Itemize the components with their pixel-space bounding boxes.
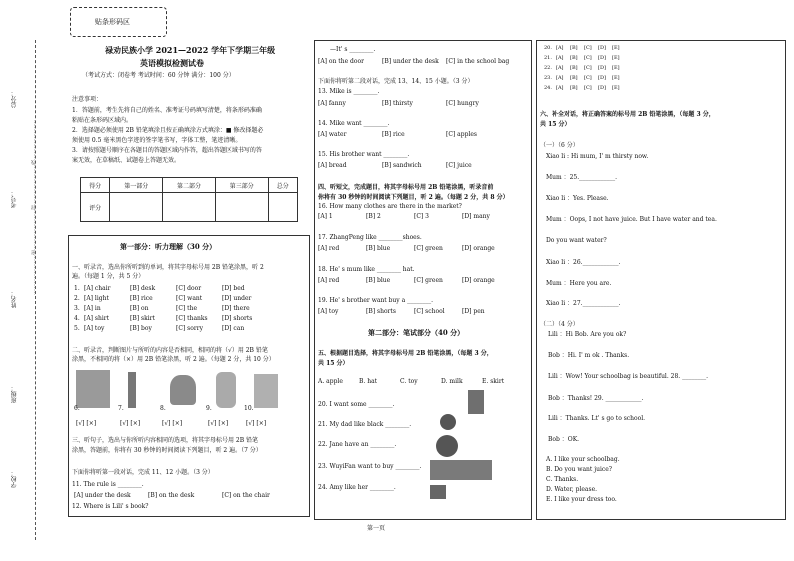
question-number: 2. [74, 295, 80, 302]
answer-option[interactable]: [C] want [176, 295, 203, 302]
dialog-line: Bob ：Thanks! 29. ____________. [548, 395, 644, 402]
exam-subtitle: 英语模拟检测试卷 [140, 58, 204, 68]
answer-option[interactable]: [B] 2 [366, 213, 381, 220]
exam-meta: （考试方式：闭卷考 考试时间：60 分钟 满分：100 分） [82, 72, 235, 79]
bubble-row [544, 75, 626, 81]
question-22: 22. Jane have an ________. [318, 441, 397, 448]
option-row [318, 277, 510, 284]
barcode-label: 贴条形码区 [95, 18, 130, 26]
answer-bubble[interactable]: [A] [556, 75, 564, 81]
sec6-title: 六、补全对话，将正确答案的标号用 2B 铅笔涂黑，（每题 3 分， [540, 111, 715, 118]
answer-option[interactable]: [C] sorry [176, 325, 203, 332]
sec2-title: 二、听录音，判断图片与所听的内容是否相同，相同的将（√）用 2B 铅笔 [72, 347, 268, 354]
question-row [74, 314, 268, 324]
question-number: 24. [544, 85, 552, 91]
answer-option[interactable]: [A] 1 [318, 213, 333, 220]
answer-option[interactable]: [D] orange [462, 277, 495, 284]
question-17: 17. ZhangPeng like ________shoes. [318, 234, 422, 241]
answer-option[interactable]: [B] rice [130, 295, 153, 302]
label-class: 班级： [11, 385, 18, 403]
question-number: 23. [544, 75, 552, 81]
answer-bubble[interactable]: [B] [570, 45, 578, 51]
dialog-line: Lili ：Hi Bob. Are you ok? [548, 331, 627, 338]
dialog-line: Do you want water? [546, 237, 607, 244]
q12-line: —It' s ________. [330, 46, 376, 53]
bubble-row [544, 45, 626, 51]
answer-option[interactable]: [D] pen [462, 308, 485, 315]
option-row [318, 245, 510, 252]
label-score: 总分： [11, 90, 18, 108]
dialog2-heading: （二）（4 分） [540, 321, 579, 328]
question-number: 1. [74, 285, 80, 292]
question-20: 20. I want some ________. [318, 401, 395, 408]
answer-bubble[interactable]: [D] [598, 65, 606, 71]
dialog-line: Xiao li ：27.____________. [546, 300, 621, 307]
exam-title: 禄劝民族小学 2021—2022 学年下学期三年级 [105, 45, 276, 55]
question-19: 19. He' s brother want buy a ________. [318, 297, 433, 304]
score-cell[interactable] [215, 193, 268, 222]
answer-option[interactable]: [D] bed [222, 285, 245, 292]
answer-bubble[interactable]: [C] [584, 85, 592, 91]
part1-title: 第一部分：听力理解（30 分） [120, 242, 217, 251]
answer-option[interactable]: [B] blue [366, 245, 391, 252]
sec5-title: 五、根据题目选择，将其字母标号用 2B 铅笔涂黑，（每题 3 分， [318, 350, 493, 357]
answer-bubble[interactable]: [B] [570, 85, 578, 91]
answer-bubble[interactable]: [A] [556, 85, 564, 91]
answer-option[interactable]: [C] hungry [446, 100, 479, 107]
sec4-title-2: 你将有 30 秒钟的时间阅读下列题目，听 2 遍。（每题 2 分，共 8 分） [318, 194, 509, 201]
sec1-title-2: 遍。（每题 1 分，共 5 分） [72, 273, 145, 280]
notes-list [72, 106, 263, 166]
note-line: 须使用 0.5 毫米黑色字迹的签字笔书写，字体工整，笔迹清晰。 [72, 137, 242, 144]
dialog-line: Xiao li ：26.____________. [546, 259, 621, 266]
answer-option[interactable]: [C] 3 [414, 213, 429, 220]
answer-bubble[interactable]: [C] [584, 45, 592, 51]
sec1-rows [74, 284, 268, 334]
answer-choice: A. I like your schoolbag. [546, 456, 620, 463]
picture-10 [254, 374, 278, 408]
answer-bubble[interactable]: [E] [612, 45, 620, 51]
note-line: 2．选择题必须使用 2B 铅笔填涂且按正确填涂方式填涂：■ 修改择题必 [72, 127, 264, 134]
dialog-line: Lili ：Thanks. Lt' s go to school. [548, 415, 646, 422]
answer-bubble[interactable]: [D] [598, 55, 606, 61]
answer-option[interactable]: [A] red [318, 245, 340, 252]
answer-bubble[interactable]: [A] [556, 65, 564, 71]
question-row [74, 284, 268, 294]
question-14: 14. Mike want ________. [318, 120, 390, 127]
picture-20 [468, 390, 484, 414]
question-row [74, 294, 268, 304]
answer-option[interactable]: [B] on [130, 305, 149, 312]
picture-number: 10. [244, 405, 254, 412]
dialog-line: Mum ：Oops, I not have juice. But I have water and tea. [546, 216, 717, 223]
option-row [318, 162, 510, 169]
judge-option[interactable]: [√] [×] [208, 420, 229, 427]
answer-bubble[interactable]: [D] [598, 75, 606, 81]
answer-choice: E. I like your dress too. [546, 496, 617, 503]
picture-24 [430, 485, 446, 499]
picture-21 [440, 414, 456, 430]
answer-option[interactable]: [B] blue [366, 277, 391, 284]
dialog-line: Mum ：25.____________. [546, 174, 618, 181]
answer-option[interactable]: [B] under the desk [382, 58, 439, 65]
answer-bubble[interactable]: [A] [556, 55, 564, 61]
option-row [318, 308, 510, 315]
bubble-row [544, 85, 626, 91]
answer-bubble[interactable]: [D] [598, 85, 606, 91]
picture-8 [170, 375, 196, 405]
judge-option[interactable]: [√] [×] [162, 420, 183, 427]
answer-option[interactable]: [C] thanks [176, 315, 208, 322]
answer-option[interactable]: [B] desk [130, 285, 156, 292]
dialog1-heading: （一）（6 分） [540, 142, 579, 149]
answer-option[interactable]: [D] orange [462, 245, 495, 252]
note-line: 案无效，在草稿纸、试题卷上答题无效。 [72, 157, 181, 164]
judge-option[interactable]: [√] [×] [76, 420, 97, 427]
answer-choice: C. Thanks. [546, 476, 579, 483]
question-21: 21. My dad like black ________. [318, 421, 412, 428]
answer-option[interactable]: [C] on the chair [222, 492, 270, 499]
page-footer: 第一页 [367, 525, 386, 532]
answer-option[interactable]: [A] chair [84, 285, 111, 292]
answer-option[interactable]: [C] juice [446, 162, 472, 169]
word-choice: E. skirt [482, 378, 505, 385]
answer-option[interactable]: [B] boy [130, 325, 152, 332]
score-cell[interactable] [163, 193, 216, 222]
judge-option[interactable]: [√] [×] [120, 420, 141, 427]
answer-option[interactable]: [A] on the door [318, 58, 364, 65]
answer-option[interactable]: [D] shorts [222, 315, 253, 322]
answer-bubble[interactable]: [D] [598, 45, 606, 51]
answer-option[interactable]: [D] many [462, 213, 490, 220]
sec2-title-2: 涂黑，不相同的将（×）用 2B 铅笔涂黑，听 2 遍。（每题 2 分，共 10 分） [72, 356, 275, 363]
score-cell[interactable] [110, 193, 163, 222]
sec3-title-2: 涂黑，答题前，你将有 30 秒钟的时间阅读下列题目，听 2 遍。（7 分） [72, 447, 262, 454]
question-number: 20. [544, 45, 552, 51]
score-cell[interactable] [268, 193, 297, 222]
question-number: 5. [74, 325, 80, 332]
label-exam-no: 考号： [11, 190, 18, 208]
answer-option[interactable]: [C] in the school bag [446, 58, 510, 65]
score-row-label: 评分 [81, 193, 110, 222]
answer-bubble[interactable]: [A] [556, 45, 564, 51]
sub2-title: 下面你将听第二段对话，完成 13、14、15 小题。（3 分） [318, 78, 474, 85]
part2-title: 第二部分：笔试部分（40 分） [368, 328, 465, 337]
answer-option[interactable]: [D] can [222, 325, 245, 332]
question-number: 3. [74, 305, 80, 312]
answer-choice: D. Water, please. [546, 486, 598, 493]
picture-number: 9. [206, 405, 212, 412]
answer-bubble[interactable]: [E] [612, 75, 620, 81]
option-row [318, 213, 510, 220]
answer-bubble[interactable]: [B] [570, 75, 578, 81]
question-row [74, 304, 268, 314]
question-11: 11. The rule is ________. [72, 481, 144, 488]
question-15: 15. His brother want ________. [318, 151, 410, 158]
label-name: 姓名： [11, 290, 18, 308]
answer-option[interactable]: [B] shorts [366, 308, 396, 315]
answer-option[interactable]: [C] the [176, 305, 198, 312]
dialog-line: Mum ：Here you are. [546, 280, 612, 287]
word-choice: D. milk [441, 378, 463, 385]
barcode-area [70, 7, 167, 37]
notes-heading: 注意事项： [72, 96, 103, 103]
picture-number: 6. [74, 405, 80, 412]
question-12: 12. Where is Lili' s book? [72, 503, 149, 510]
word-choice: B. hat [359, 378, 378, 385]
answer-option[interactable]: [A] shirt [84, 315, 110, 322]
answer-bubble[interactable]: [E] [612, 85, 620, 91]
bubble-row [544, 65, 626, 71]
answer-bubble[interactable]: [B] [570, 55, 578, 61]
question-number: 21. [544, 55, 552, 61]
sec4-title: 四、听短文，完成题目，将其字母标号用 2B 铅笔涂黑，听录音前 [318, 184, 494, 191]
dialog-line: Xiao li ：Yes. Please. [546, 195, 609, 202]
answer-option[interactable]: [C] apples [446, 131, 477, 138]
score-header: 第三部分 [215, 178, 268, 193]
picture-23 [430, 460, 492, 480]
question-row [74, 324, 268, 334]
dialog-line: Bob ：Hi. I' m ok . Thanks. [548, 352, 630, 359]
answer-option[interactable]: [B] sandwich [382, 162, 422, 169]
question-13: 13. Mike is ________. [318, 88, 380, 95]
score-header: 第二部分 [163, 178, 216, 193]
sec3-subtitle: 下面你将听第一段对话，完成 11、12 小题。（3 分） [72, 469, 214, 476]
picture-9 [216, 372, 236, 408]
question-number: 22. [544, 65, 552, 71]
q11-options [74, 492, 296, 500]
note-line: 粘贴在条形码区域内。 [72, 117, 133, 124]
picture-7 [128, 372, 136, 408]
score-table [80, 177, 298, 222]
sec5-choices [318, 378, 523, 385]
answer-option[interactable]: [A] bread [318, 162, 347, 169]
answer-option[interactable]: [C] door [176, 285, 202, 292]
question-16: 16. How many clothes are there in the market? [318, 203, 462, 210]
answer-bubble[interactable]: [E] [612, 55, 620, 61]
answer-option[interactable]: [B] skirt [130, 315, 155, 322]
answer-bubble[interactable]: [C] [584, 55, 592, 61]
answer-option[interactable]: [C] green [414, 277, 443, 284]
question-18: 18. He' s mum like ________ hat. [318, 266, 415, 273]
answer-option[interactable]: [A] red [318, 277, 340, 284]
dialog-line: Lili ：Wow! Your schoolbag is beautiful. 28. ________. [548, 373, 709, 380]
word-choice: C. toy [400, 378, 418, 385]
sec3-title: 三、听句子，选出与你所听内容相同的选项，将其字母标号用 2B 铅笔 [72, 437, 259, 444]
answer-option[interactable]: [D] there [222, 305, 250, 312]
seal-text: ……………………密……………………封……………………线…………………… [31, 120, 37, 295]
answer-option[interactable]: [A] under the desk [74, 492, 131, 499]
answer-option[interactable]: [C] school [414, 308, 445, 315]
sec1-title: 一、听录音，选出你所听到的单词，将其字母标号用 2B 铅笔涂黑，听 2 [72, 264, 264, 271]
note-line: 3．请按照题号顺序在各题目的答题区域内作答，超出答题区域书写的答 [72, 147, 262, 154]
answer-option[interactable]: [C] green [414, 245, 443, 252]
bubble-row [544, 55, 626, 61]
picture-22 [436, 435, 458, 457]
note-line: 1．答题前，考生先将自己的姓名、准考证号码填写清楚，将条形码准确 [72, 107, 262, 114]
answer-option[interactable]: [B] thirsty [382, 100, 413, 107]
answer-choice: B. Do you want juice? [546, 466, 612, 473]
score-header: 得分 [81, 178, 110, 193]
answer-option[interactable]: [A] light [84, 295, 109, 302]
word-choice: A. apple [318, 378, 343, 385]
answer-option[interactable]: [A] water [318, 131, 347, 138]
option-row [318, 58, 510, 65]
picture-6 [76, 370, 110, 408]
answer-option[interactable]: [A] fanny [318, 100, 346, 107]
answer-option[interactable]: [A] toy [318, 308, 339, 315]
option-row [318, 131, 510, 138]
label-school: 学校： [11, 470, 18, 488]
answer-option[interactable]: [D] under [222, 295, 252, 302]
answer-option[interactable]: [A] in [84, 305, 101, 312]
sec6-title-2: 共 15 分） [540, 121, 571, 128]
picture-number: 7. [118, 405, 124, 412]
picture-number: 8. [160, 405, 166, 412]
answer-bubble[interactable]: [B] [570, 65, 578, 71]
dialog-line: Bob ：OK. [548, 436, 580, 443]
question-24: 24. Amy like her ________. [318, 484, 396, 491]
question-23: 23. WuyiFan want to buy ________. [318, 463, 422, 470]
option-row [318, 100, 510, 107]
score-header: 第一部分 [110, 178, 163, 193]
sec5-title-2: 共 15 分） [318, 360, 349, 367]
answer-bubble[interactable]: [C] [584, 75, 592, 81]
answer-option[interactable]: [A] toy [84, 325, 105, 332]
dialog-line: Xiao li : Hi mum, I' m thirsty now. [546, 153, 649, 160]
question-number: 4. [74, 315, 80, 322]
answer-option[interactable]: [B] rice [382, 131, 405, 138]
answer-option[interactable]: [B] on the desk [148, 492, 195, 499]
answer-bubble[interactable]: [C] [584, 65, 592, 71]
score-header: 总分 [268, 178, 297, 193]
judge-option[interactable]: [√] [×] [246, 420, 267, 427]
answer-bubble[interactable]: [E] [612, 65, 620, 71]
